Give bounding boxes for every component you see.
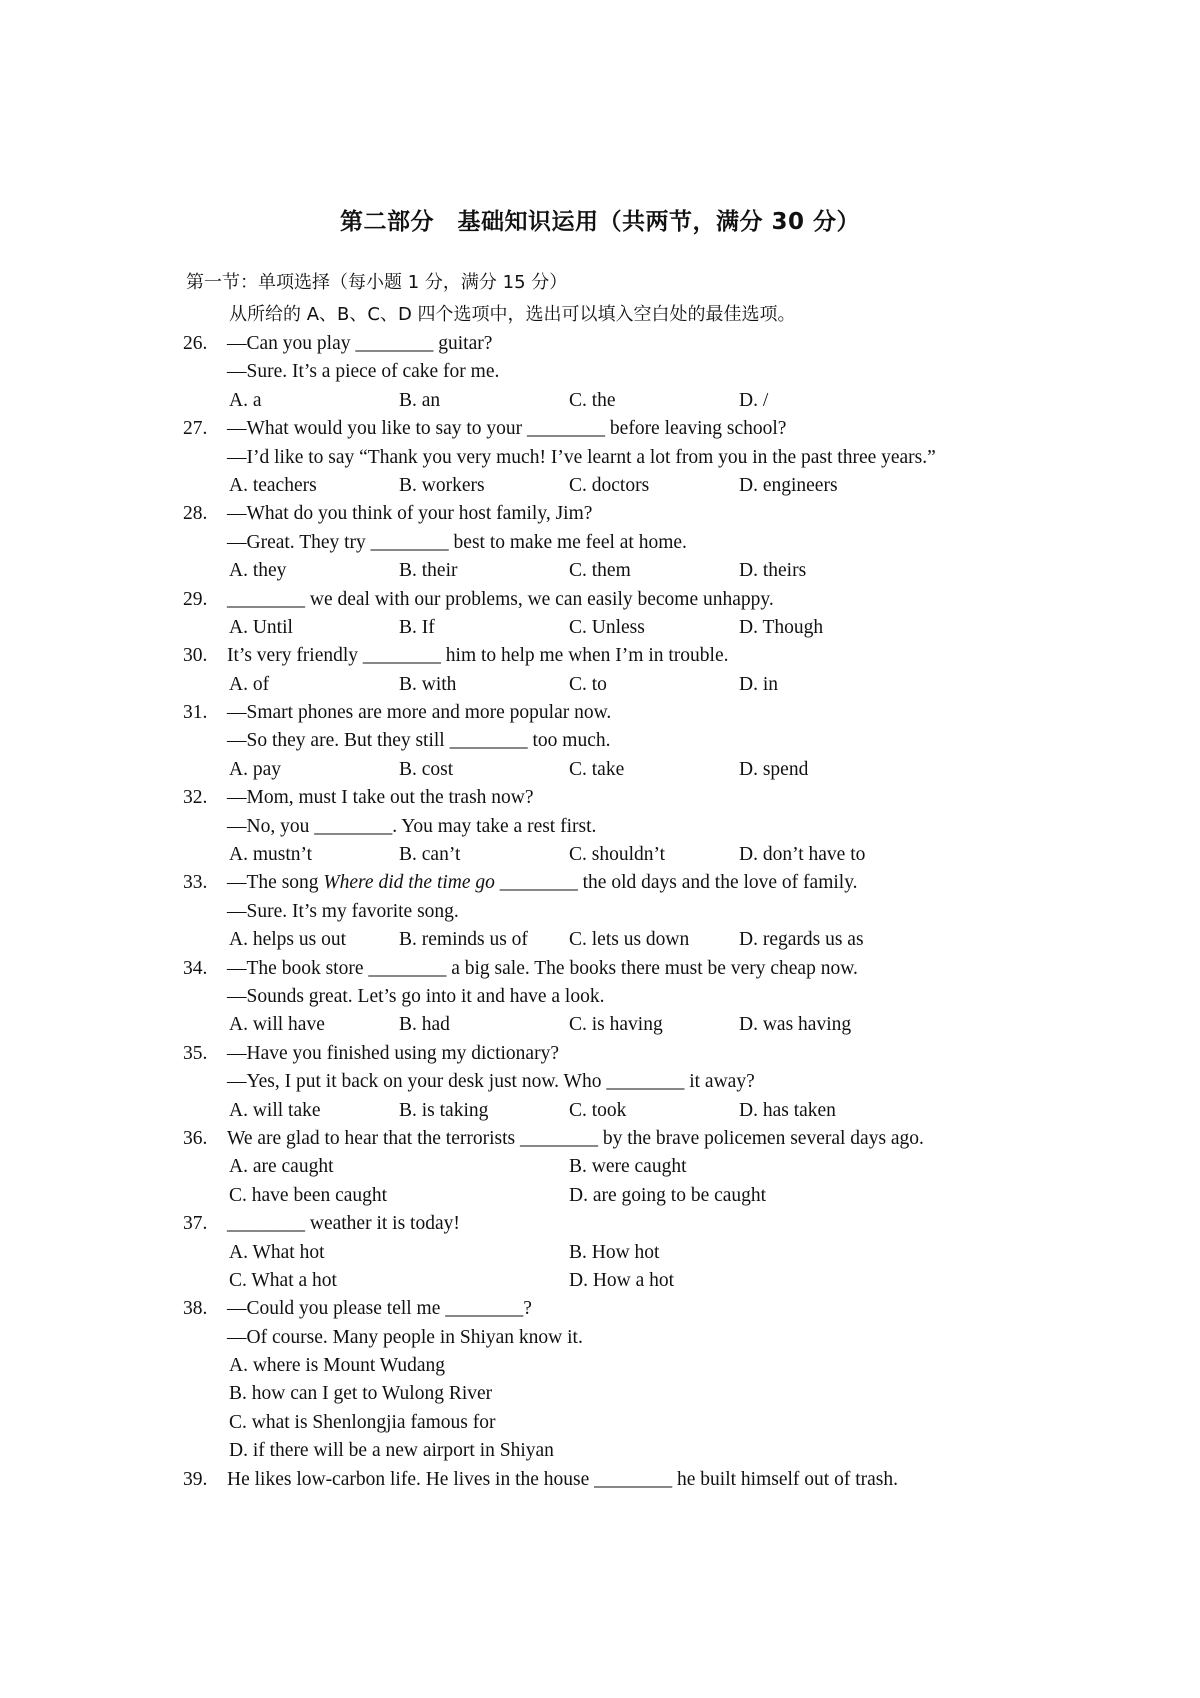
option-d: D. How a hot (569, 1269, 675, 1291)
option-b: B. is taking (399, 1099, 489, 1121)
question-37 (0, 1210, 1200, 1238)
option-row (0, 1011, 1200, 1039)
question-32 (0, 784, 1200, 812)
option-c: C. the (569, 389, 616, 411)
question-number: 33. (183, 872, 208, 894)
option-b: B. How hot (569, 1241, 660, 1263)
option-row (0, 1239, 1200, 1267)
question-number: 26. (183, 333, 208, 354)
question-reply: —Of course. Many people in Shiyan know it. (227, 1326, 583, 1348)
question-stem: —The song Where did the time go ________ the old days and the love of family. (227, 872, 858, 894)
question-stem: ________ weather it is today! (227, 1213, 460, 1235)
option-b: B. how can I get to Wulong River (229, 1383, 493, 1405)
option-d: D. / (739, 389, 769, 411)
question-number: 32. (183, 787, 208, 809)
option-c: C. to (569, 673, 607, 695)
option-d: D. in (739, 673, 778, 695)
option-a: A. What hot (229, 1241, 325, 1263)
question-stem: —Mom, must I take out the trash now? (227, 787, 534, 809)
song-title: Where did the time go (323, 872, 495, 894)
option-row (0, 671, 1200, 699)
option-row (0, 557, 1200, 585)
question-number: 28. (183, 503, 208, 525)
question-stem: —Have you finished using my dictionary? (227, 1042, 559, 1064)
option-a: A. pay (229, 758, 281, 780)
question-number: 30. (183, 645, 208, 667)
question-29 (0, 586, 1200, 614)
question-stem: —Could you please tell me ________? (227, 1298, 532, 1320)
option-c: C. is having (569, 1014, 663, 1036)
option-row (0, 387, 1200, 415)
option-row (0, 1097, 1200, 1125)
option-d: D. are going to be caught (569, 1184, 767, 1206)
option-row (0, 1182, 1200, 1210)
option-c: C. them (569, 560, 631, 582)
question-number: 38. (183, 1298, 208, 1320)
question-number: 34. (183, 957, 208, 979)
option-d: D. was having (739, 1014, 852, 1036)
option-a: A. of (229, 673, 270, 695)
question-reply: —Sounds great. Let’s go into it and have a look. (227, 985, 605, 1007)
option-c: C. Unless (569, 616, 645, 638)
question-26 (0, 330, 1200, 358)
option-d: D. spend (739, 758, 809, 780)
option-c: C. what is Shenlongjia famous for (229, 1411, 496, 1433)
option-b: B. workers (399, 474, 485, 496)
section-heading: 第一节：单项选择（每小题 1 分，满分 15 分） (186, 272, 568, 293)
option-c: C. What a hot (229, 1269, 337, 1291)
option-a: A. will have (229, 1014, 325, 1036)
option-c: C. shouldn’t (569, 844, 666, 866)
question-number: 37. (183, 1213, 208, 1235)
instruction-text: 从所给的 A、B、C、D 四个选项中，选出可以填入空白处的最佳选项。 (229, 304, 796, 325)
question-reply: —No, you ________. You may take a rest first. (227, 815, 597, 837)
option-row (0, 926, 1200, 954)
option-row (0, 841, 1200, 869)
option-a: A. they (229, 560, 287, 582)
option-d: D. if there will be a new airport in Shiyan (229, 1440, 554, 1462)
question-reply: —Yes, I put it back on your desk just now. Who ________ it away? (227, 1071, 755, 1093)
question-30 (0, 642, 1200, 670)
option-row (0, 614, 1200, 642)
option-c: C. lets us down (569, 929, 690, 951)
question-stem: —What would you like to say to your ________ before leaving school? (227, 418, 787, 440)
question-reply: —I’d like to say “Thank you very much! I’ve learnt a lot from you in the past three years.” (227, 446, 936, 468)
option-c: C. doctors (569, 474, 650, 496)
option-b: B. with (399, 673, 457, 695)
question-31 (0, 699, 1200, 727)
question-36 (0, 1125, 1200, 1153)
question-38 (0, 1295, 1200, 1323)
question-list (0, 330, 1200, 1494)
question-number: 31. (183, 702, 208, 724)
question-stem: He likes low-carbon life. He lives in the house ________ he built himself out of trash. (227, 1468, 898, 1490)
option-b: B. reminds us of (399, 929, 528, 951)
question-35 (0, 1040, 1200, 1068)
option-b: B. an (399, 389, 441, 411)
option-row (0, 1267, 1200, 1295)
option-a: A. will take (229, 1099, 321, 1121)
option-c: C. take (569, 758, 625, 780)
question-number: 29. (183, 588, 208, 610)
option-b: B. If (399, 616, 435, 638)
option-d: D. engineers (739, 474, 838, 496)
question-stem: ________ we deal with our problems, we can easily become unhappy. (227, 588, 774, 610)
option-row (0, 472, 1200, 500)
question-reply: —Sure. It’s my favorite song. (227, 900, 459, 922)
question-reply: —So they are. But they still ________ too much. (227, 730, 611, 752)
question-27 (0, 415, 1200, 443)
question-28 (0, 500, 1200, 528)
option-b: B. had (399, 1014, 450, 1036)
option-row (0, 756, 1200, 784)
option-a: A. Until (229, 616, 293, 638)
question-39 (0, 1466, 1200, 1494)
option-a: A. a (229, 389, 262, 411)
option-b: B. were caught (569, 1156, 687, 1178)
option-d: D. don’t have to (739, 844, 866, 866)
option-c: C. took (569, 1099, 627, 1121)
question-reply: —Great. They try ________ best to make me feel at home. (227, 531, 687, 553)
option-a: A. helps us out (229, 929, 346, 951)
question-stem: —Smart phones are more and more popular now. (227, 702, 612, 724)
page-title: 第二部分 基础知识运用（共两节，满分 30 分） (339, 209, 861, 235)
option-d: D. Though (739, 616, 824, 638)
option-b: B. can’t (399, 844, 461, 866)
question-number: 27. (183, 418, 208, 440)
option-b: B. their (399, 560, 458, 582)
question-stem: —What do you think of your host family, Jim? (227, 503, 593, 525)
question-number: 36. (183, 1127, 208, 1149)
option-d: D. has taken (739, 1099, 836, 1121)
question-stem: We are glad to hear that the terrorists ________ by the brave policemen several days ago. (227, 1127, 924, 1149)
question-33 (0, 869, 1200, 897)
option-c: C. have been caught (229, 1184, 388, 1206)
question-34 (0, 955, 1200, 983)
question-number: 39. (183, 1468, 208, 1490)
option-d: D. regards us as (739, 929, 864, 951)
option-a: A. are caught (229, 1156, 334, 1178)
option-a: A. teachers (229, 474, 317, 496)
option-b: B. cost (399, 758, 454, 780)
option-a: A. where is Mount Wudang (229, 1355, 446, 1377)
question-stem: —Can you play ________ guitar? (227, 333, 493, 354)
question-reply: —Sure. It’s a piece of cake for me. (227, 361, 500, 383)
option-row (0, 1153, 1200, 1181)
question-stem: —The book store ________ a big sale. The books there must be very cheap now. (227, 957, 858, 979)
question-number: 35. (183, 1042, 208, 1064)
option-a: A. mustn’t (229, 844, 313, 866)
question-stem: It’s very friendly ________ him to help me when I’m in trouble. (227, 645, 729, 667)
option-d: D. theirs (739, 560, 807, 582)
